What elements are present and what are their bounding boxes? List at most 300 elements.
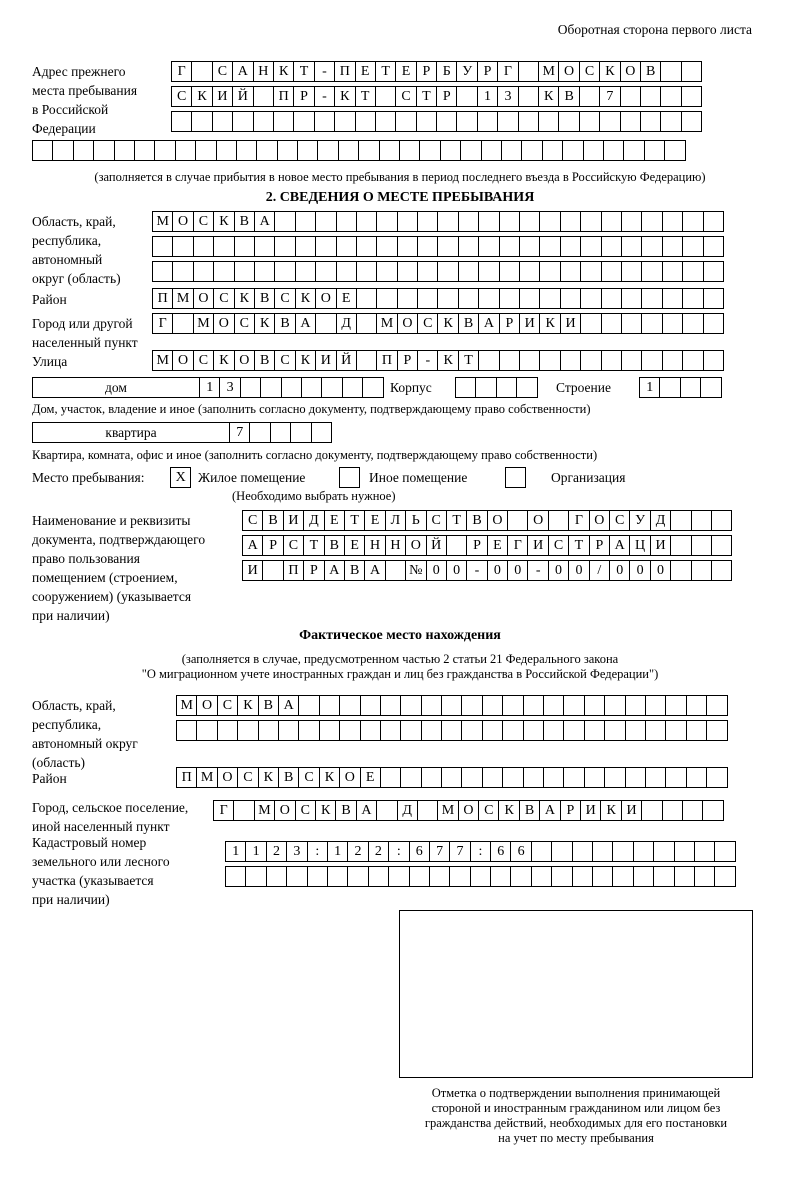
char-cell[interactable] (694, 841, 715, 862)
char-cell[interactable] (660, 86, 681, 107)
char-cell[interactable]: А (364, 560, 385, 581)
document-row-2[interactable] (242, 535, 731, 556)
char-cell[interactable]: - (527, 560, 548, 581)
char-cell[interactable] (356, 211, 377, 232)
char-cell[interactable] (478, 288, 499, 309)
char-cell[interactable]: О (458, 800, 479, 821)
char-cell[interactable] (681, 111, 702, 132)
char-cell[interactable] (641, 261, 662, 282)
char-cell[interactable] (644, 140, 665, 161)
char-cell[interactable]: О (172, 211, 193, 232)
char-cell[interactable] (502, 695, 523, 716)
char-cell[interactable]: 7 (229, 422, 250, 443)
char-cell[interactable] (592, 841, 613, 862)
char-cell[interactable]: И (650, 535, 671, 556)
char-cell[interactable] (653, 841, 674, 862)
char-cell[interactable] (417, 261, 438, 282)
char-cell[interactable] (538, 111, 559, 132)
char-cell[interactable] (458, 211, 479, 232)
char-cell[interactable]: М (376, 313, 397, 334)
char-cell[interactable] (245, 866, 266, 887)
char-cell[interactable] (356, 313, 377, 334)
char-cell[interactable] (336, 261, 357, 282)
char-cell[interactable] (539, 288, 560, 309)
char-cell[interactable] (665, 767, 686, 788)
char-cell[interactable]: 0 (548, 560, 569, 581)
char-cell[interactable] (612, 841, 633, 862)
char-cell[interactable] (560, 211, 581, 232)
prev-address-row-1[interactable] (171, 61, 701, 82)
char-cell[interactable] (599, 111, 620, 132)
char-cell[interactable] (478, 350, 499, 371)
char-cell[interactable]: 0 (629, 560, 650, 581)
char-cell[interactable] (539, 211, 560, 232)
char-cell[interactable] (551, 866, 572, 887)
char-cell[interactable] (212, 111, 233, 132)
char-cell[interactable] (388, 866, 409, 887)
char-cell[interactable] (175, 140, 196, 161)
char-cell[interactable] (262, 560, 283, 581)
char-cell[interactable] (519, 261, 540, 282)
char-cell[interactable]: Г (171, 61, 192, 82)
char-cell[interactable]: У (629, 510, 650, 531)
char-cell[interactable] (604, 720, 625, 741)
char-cell[interactable] (240, 377, 261, 398)
char-cell[interactable]: А (232, 61, 253, 82)
char-cell[interactable]: Й (232, 86, 253, 107)
char-cell[interactable] (274, 211, 295, 232)
char-cell[interactable] (499, 236, 520, 257)
char-cell[interactable]: О (213, 313, 234, 334)
char-cell[interactable]: К (319, 767, 340, 788)
char-cell[interactable] (93, 140, 114, 161)
char-cell[interactable] (519, 288, 540, 309)
char-cell[interactable] (421, 695, 442, 716)
char-cell[interactable]: А (254, 211, 275, 232)
char-cell[interactable] (662, 211, 683, 232)
char-cell[interactable]: О (193, 288, 214, 309)
char-cell[interactable]: О (397, 313, 418, 334)
char-cell[interactable]: 1 (199, 377, 220, 398)
char-cell[interactable]: М (196, 767, 217, 788)
char-cell[interactable] (706, 695, 727, 716)
char-cell[interactable] (516, 377, 537, 398)
char-cell[interactable] (531, 866, 552, 887)
char-cell[interactable]: М (193, 313, 214, 334)
char-cell[interactable] (217, 720, 238, 741)
char-cell[interactable] (195, 140, 216, 161)
char-cell[interactable] (482, 767, 503, 788)
char-cell[interactable] (558, 111, 579, 132)
char-cell[interactable]: С (579, 61, 600, 82)
char-cell[interactable] (317, 140, 338, 161)
char-cell[interactable]: И (212, 86, 233, 107)
char-cell[interactable] (703, 288, 724, 309)
char-cell[interactable]: Д (650, 510, 671, 531)
char-cell[interactable]: В (234, 211, 255, 232)
char-cell[interactable]: 1 (477, 86, 498, 107)
checkbox-organizaciya[interactable] (505, 467, 526, 488)
char-cell[interactable]: О (339, 767, 360, 788)
char-cell[interactable]: П (376, 350, 397, 371)
char-cell[interactable]: М (538, 61, 559, 82)
char-cell[interactable] (338, 140, 359, 161)
char-cell[interactable]: : (470, 841, 491, 862)
char-cell[interactable]: 2 (347, 841, 368, 862)
char-cell[interactable] (260, 377, 281, 398)
char-cell[interactable] (417, 288, 438, 309)
char-cell[interactable]: Д (336, 313, 357, 334)
char-cell[interactable]: И (242, 560, 263, 581)
char-cell[interactable] (380, 767, 401, 788)
char-cell[interactable]: С (274, 288, 295, 309)
char-cell[interactable] (336, 211, 357, 232)
char-cell[interactable] (623, 140, 644, 161)
char-cell[interactable] (499, 288, 520, 309)
char-cell[interactable] (621, 288, 642, 309)
char-cell[interactable]: Н (253, 61, 274, 82)
char-cell[interactable] (703, 261, 724, 282)
char-cell[interactable]: О (234, 350, 255, 371)
char-cell[interactable] (307, 866, 328, 887)
char-cell[interactable] (601, 261, 622, 282)
char-cell[interactable]: В (278, 767, 299, 788)
char-cell[interactable] (356, 350, 377, 371)
char-cell[interactable] (281, 377, 302, 398)
char-cell[interactable] (560, 236, 581, 257)
char-cell[interactable] (315, 261, 336, 282)
char-cell[interactable]: Р (303, 560, 324, 581)
char-cell[interactable] (662, 800, 683, 821)
char-cell[interactable]: Й (426, 535, 447, 556)
char-cell[interactable]: О (527, 510, 548, 531)
char-cell[interactable]: В (324, 535, 345, 556)
char-cell[interactable]: В (640, 61, 661, 82)
char-cell[interactable]: Е (324, 510, 345, 531)
char-cell[interactable] (670, 510, 691, 531)
char-cell[interactable]: М (176, 695, 197, 716)
char-cell[interactable] (441, 695, 462, 716)
char-cell[interactable] (456, 111, 477, 132)
char-cell[interactable]: У (456, 61, 477, 82)
char-cell[interactable]: С (395, 86, 416, 107)
char-cell[interactable]: Л (385, 510, 406, 531)
char-cell[interactable] (682, 800, 703, 821)
char-cell[interactable]: Т (355, 86, 376, 107)
char-cell[interactable]: Й (336, 350, 357, 371)
char-cell[interactable]: Н (385, 535, 406, 556)
char-cell[interactable]: 0 (446, 560, 467, 581)
char-cell[interactable]: 0 (568, 560, 589, 581)
char-cell[interactable]: С (213, 288, 234, 309)
section2-district-row[interactable] (152, 288, 723, 309)
char-cell[interactable] (519, 236, 540, 257)
char-cell[interactable] (455, 377, 476, 398)
char-cell[interactable] (714, 866, 735, 887)
char-cell[interactable]: 1 (639, 377, 660, 398)
char-cell[interactable] (315, 313, 336, 334)
checkbox-zhiloe[interactable]: X (170, 467, 191, 488)
char-cell[interactable] (563, 720, 584, 741)
char-cell[interactable] (400, 767, 421, 788)
char-cell[interactable]: Р (499, 313, 520, 334)
char-cell[interactable]: И (519, 313, 540, 334)
char-cell[interactable] (703, 350, 724, 371)
char-cell[interactable]: В (254, 350, 275, 371)
char-cell[interactable]: П (273, 86, 294, 107)
char-cell[interactable] (152, 236, 173, 257)
char-cell[interactable]: В (258, 695, 279, 716)
char-cell[interactable] (501, 140, 522, 161)
char-cell[interactable]: № (405, 560, 426, 581)
char-cell[interactable]: С (234, 313, 255, 334)
char-cell[interactable]: Г (507, 535, 528, 556)
char-cell[interactable] (662, 313, 683, 334)
char-cell[interactable]: 7 (449, 841, 470, 862)
char-cell[interactable] (380, 695, 401, 716)
char-cell[interactable] (470, 866, 491, 887)
char-cell[interactable] (682, 288, 703, 309)
char-cell[interactable] (502, 720, 523, 741)
char-cell[interactable] (686, 767, 707, 788)
char-cell[interactable]: Т (303, 535, 324, 556)
char-cell[interactable] (603, 140, 624, 161)
char-cell[interactable]: Т (293, 61, 314, 82)
char-cell[interactable]: Г (497, 61, 518, 82)
char-cell[interactable] (376, 261, 397, 282)
char-cell[interactable]: Н (364, 535, 385, 556)
char-cell[interactable] (562, 140, 583, 161)
char-cell[interactable]: С (609, 510, 630, 531)
char-cell[interactable] (601, 236, 622, 257)
char-cell[interactable] (400, 695, 421, 716)
char-cell[interactable] (543, 695, 564, 716)
char-cell[interactable]: Е (336, 288, 357, 309)
char-cell[interactable] (298, 720, 319, 741)
char-cell[interactable]: М (172, 288, 193, 309)
char-cell[interactable] (315, 236, 336, 257)
char-cell[interactable] (446, 535, 467, 556)
char-cell[interactable] (342, 377, 363, 398)
char-cell[interactable] (711, 510, 732, 531)
char-cell[interactable] (490, 866, 511, 887)
char-cell[interactable] (560, 288, 581, 309)
char-cell[interactable] (266, 866, 287, 887)
char-cell[interactable] (580, 236, 601, 257)
char-cell[interactable] (580, 288, 601, 309)
char-cell[interactable]: О (196, 695, 217, 716)
char-cell[interactable]: С (274, 350, 295, 371)
char-cell[interactable] (481, 140, 502, 161)
char-cell[interactable] (523, 720, 544, 741)
char-cell[interactable]: И (560, 313, 581, 334)
char-cell[interactable]: К (498, 800, 519, 821)
char-cell[interactable]: К (258, 767, 279, 788)
place-type-option-2-checkbox[interactable] (505, 467, 526, 488)
char-cell[interactable] (360, 720, 381, 741)
char-cell[interactable] (519, 211, 540, 232)
char-cell[interactable]: В (519, 800, 540, 821)
char-cell[interactable] (711, 560, 732, 581)
char-cell[interactable] (376, 800, 397, 821)
char-cell[interactable]: В (262, 510, 283, 531)
char-cell[interactable] (458, 288, 479, 309)
prev-address-row-3[interactable] (171, 111, 701, 132)
char-cell[interactable] (551, 841, 572, 862)
char-cell[interactable] (681, 86, 702, 107)
char-cell[interactable] (572, 841, 593, 862)
char-cell[interactable] (311, 422, 332, 443)
korpus-value-cells[interactable] (455, 377, 537, 398)
char-cell[interactable] (604, 695, 625, 716)
char-cell[interactable] (32, 140, 53, 161)
char-cell[interactable] (711, 535, 732, 556)
char-cell[interactable] (375, 111, 396, 132)
char-cell[interactable] (579, 111, 600, 132)
char-cell[interactable] (641, 288, 662, 309)
stroenie-value-cells[interactable] (639, 377, 721, 398)
char-cell[interactable] (258, 720, 279, 741)
char-cell[interactable]: К (213, 350, 234, 371)
char-cell[interactable] (703, 313, 724, 334)
char-cell[interactable]: К (237, 695, 258, 716)
char-cell[interactable] (356, 288, 377, 309)
char-cell[interactable]: 0 (426, 560, 447, 581)
cadastral-row-2[interactable] (225, 866, 735, 887)
char-cell[interactable]: А (539, 800, 560, 821)
char-cell[interactable] (73, 140, 94, 161)
char-cell[interactable] (172, 261, 193, 282)
char-cell[interactable] (543, 720, 564, 741)
char-cell[interactable] (297, 140, 318, 161)
char-cell[interactable]: Б (436, 61, 457, 82)
char-cell[interactable] (523, 695, 544, 716)
section2-street-row[interactable] (152, 350, 723, 371)
char-cell[interactable] (665, 720, 686, 741)
char-cell[interactable] (441, 767, 462, 788)
char-cell[interactable] (664, 140, 685, 161)
char-cell[interactable] (475, 377, 496, 398)
char-cell[interactable]: 0 (609, 560, 630, 581)
char-cell[interactable] (172, 313, 193, 334)
char-cell[interactable] (397, 236, 418, 257)
char-cell[interactable]: К (599, 61, 620, 82)
char-cell[interactable]: С (298, 767, 319, 788)
char-cell[interactable] (645, 695, 666, 716)
char-cell[interactable] (368, 866, 389, 887)
char-cell[interactable] (694, 866, 715, 887)
char-cell[interactable] (339, 695, 360, 716)
char-cell[interactable]: К (437, 350, 458, 371)
char-cell[interactable] (507, 510, 528, 531)
char-cell[interactable] (416, 111, 437, 132)
char-cell[interactable] (234, 261, 255, 282)
char-cell[interactable] (321, 377, 342, 398)
char-cell[interactable] (461, 720, 482, 741)
char-cell[interactable] (579, 86, 600, 107)
char-cell[interactable] (706, 767, 727, 788)
char-cell[interactable]: Г (213, 800, 234, 821)
char-cell[interactable] (621, 261, 642, 282)
char-cell[interactable] (686, 720, 707, 741)
prev-address-row-4[interactable] (32, 140, 685, 161)
section2-city-row[interactable] (152, 313, 723, 334)
char-cell[interactable] (633, 866, 654, 887)
char-cell[interactable] (621, 211, 642, 232)
char-cell[interactable] (213, 236, 234, 257)
char-cell[interactable] (662, 236, 683, 257)
char-cell[interactable]: Р (397, 350, 418, 371)
char-cell[interactable] (592, 866, 613, 887)
char-cell[interactable] (714, 841, 735, 862)
char-cell[interactable]: 1 (245, 841, 266, 862)
char-cell[interactable] (543, 767, 564, 788)
char-cell[interactable]: В (254, 288, 275, 309)
char-cell[interactable]: Т (446, 510, 467, 531)
char-cell[interactable] (347, 866, 368, 887)
char-cell[interactable]: И (315, 350, 336, 371)
char-cell[interactable] (395, 111, 416, 132)
char-cell[interactable] (293, 111, 314, 132)
section2-region-row-1[interactable] (152, 211, 723, 232)
char-cell[interactable]: М (254, 800, 275, 821)
char-cell[interactable]: С (295, 800, 316, 821)
char-cell[interactable]: К (295, 288, 316, 309)
char-cell[interactable] (360, 695, 381, 716)
char-cell[interactable] (152, 261, 173, 282)
char-cell[interactable] (580, 313, 601, 334)
char-cell[interactable]: О (315, 288, 336, 309)
char-cell[interactable] (355, 111, 376, 132)
char-cell[interactable] (682, 236, 703, 257)
actual-region-row-1[interactable] (176, 695, 727, 716)
char-cell[interactable] (295, 261, 316, 282)
char-cell[interactable]: В (466, 510, 487, 531)
char-cell[interactable]: 3 (497, 86, 518, 107)
char-cell[interactable] (334, 111, 355, 132)
char-cell[interactable] (660, 61, 681, 82)
char-cell[interactable]: П (334, 61, 355, 82)
char-cell[interactable] (193, 236, 214, 257)
char-cell[interactable]: Р (589, 535, 610, 556)
char-cell[interactable] (295, 211, 316, 232)
char-cell[interactable] (273, 111, 294, 132)
char-cell[interactable] (580, 261, 601, 282)
char-cell[interactable] (584, 695, 605, 716)
char-cell[interactable] (670, 560, 691, 581)
char-cell[interactable] (601, 350, 622, 371)
char-cell[interactable] (519, 350, 540, 371)
char-cell[interactable]: 0 (507, 560, 528, 581)
char-cell[interactable]: М (152, 350, 173, 371)
char-cell[interactable]: Е (355, 61, 376, 82)
char-cell[interactable]: М (437, 800, 458, 821)
char-cell[interactable] (358, 140, 379, 161)
house-value-cells[interactable] (199, 377, 383, 398)
char-cell[interactable] (286, 866, 307, 887)
char-cell[interactable]: - (466, 560, 487, 581)
char-cell[interactable]: С (242, 510, 263, 531)
char-cell[interactable] (584, 767, 605, 788)
char-cell[interactable]: 2 (266, 841, 287, 862)
char-cell[interactable] (620, 86, 641, 107)
char-cell[interactable] (548, 510, 569, 531)
char-cell[interactable]: 0 (487, 560, 508, 581)
char-cell[interactable] (171, 111, 192, 132)
char-cell[interactable] (254, 236, 275, 257)
char-cell[interactable]: Т (458, 350, 479, 371)
char-cell[interactable] (583, 140, 604, 161)
